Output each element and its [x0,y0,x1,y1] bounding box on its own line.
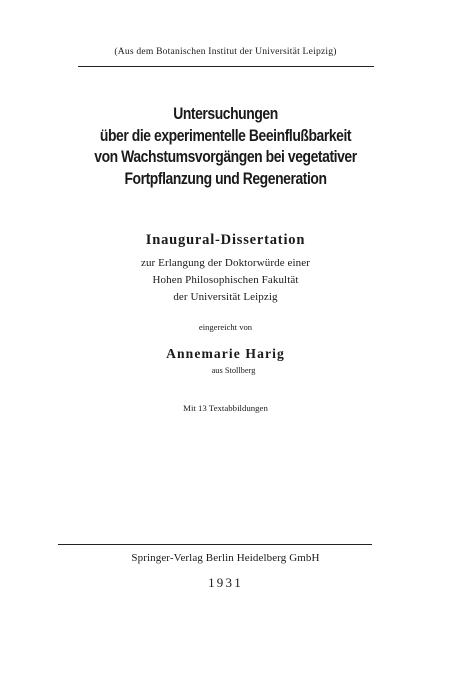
dissertation-heading: Inaugural-Dissertation [145,232,306,248]
institute-note: (Aus dem Botanischen Institut der Universität Leipzig) [114,46,337,57]
title-line-1: Untersuchungen [173,105,278,123]
dissertation-line-3: der Universität Leipzig [173,291,278,303]
dissertation-line-1: zur Erlangung der Doktorwürde einer [140,257,311,269]
top-divider [78,66,374,67]
submitted-by-label: eingereicht von [198,322,253,332]
author-origin: aus Stollberg [211,366,256,375]
title-line-3: von Wachstumsvorgängen bei vegetativer [94,148,357,167]
title-line-4: Fortpflanzung und Regeneration [124,169,327,188]
dissertation-line-2: Hohen Philosophischen Fakultät [152,274,299,286]
publication-year: 1931 [208,575,243,590]
bottom-divider [58,544,372,545]
figures-note: Mit 13 Textabbildungen [183,403,268,413]
main-title [0,104,451,190]
title-line-2: über die experimentelle Beeinflußbarkeit [99,126,352,145]
publisher: Springer-Verlag Berlin Heidelberg GmbH [131,552,320,564]
author-name: Annemarie Harig [166,346,285,361]
